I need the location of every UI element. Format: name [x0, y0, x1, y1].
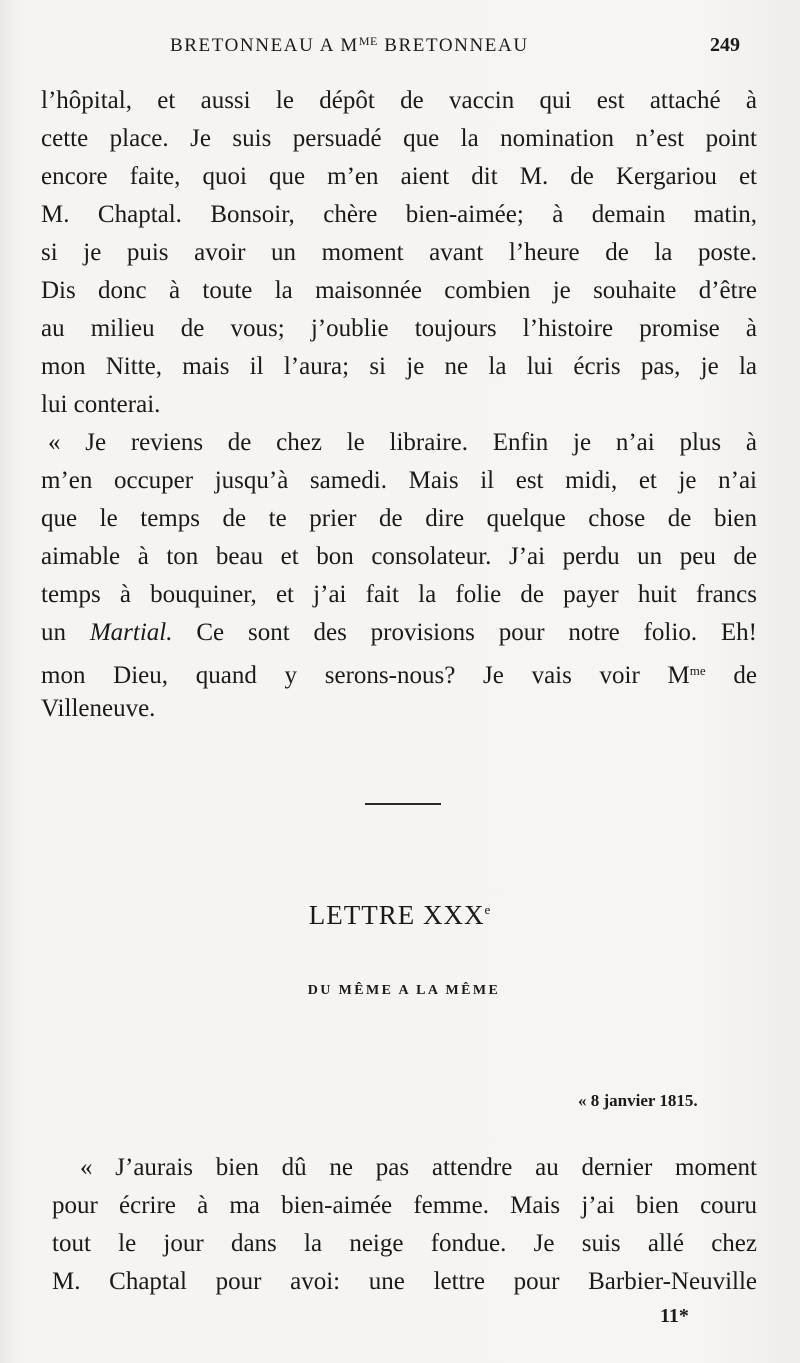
running-head [170, 34, 529, 57]
body-line-14: temps à bouquiner, et j’ai fait la folie de payer huit francs [41, 581, 757, 608]
second-letter-line-2: pour écrire à ma bien-aimée femme. Mais j’ai bien couru [52, 1192, 757, 1219]
signature-mark: 11* [660, 1305, 689, 1327]
body-line-10: « Je reviens de chez le libraire. Enfin je n’ai plus à [48, 429, 757, 456]
body-line-9: lui conterai. [41, 391, 161, 418]
body-line-villeneuve: Villeneuve. [41, 695, 156, 722]
body-line-6: Dis donc à toute la maisonnée combien je souhaite d’être [41, 277, 757, 304]
running-head-superscript: ME [358, 34, 378, 48]
body-line-7: au milieu de vous; j’oublie toujours l’histoire promise à [41, 315, 757, 342]
dieu-line-superscript: me [689, 663, 706, 678]
running-head-part1: BRETONNEAU A M [170, 35, 359, 56]
body-line-4: M. Chaptal. Bonsoir, chère bien-aimée; à demain matin, [41, 201, 757, 228]
body-line-8: mon Nitte, mais il l’aura; si je ne la lui écris pas, je la [41, 353, 757, 380]
letter-subtitle: DU MÊME A LA MÊME [307, 983, 501, 998]
body-line-dieu [41, 656, 757, 691]
second-letter-line-4: M. Chaptal pour avoi: une lettre pour Barbier-Neuville [52, 1268, 757, 1295]
second-letter-line-1: « J’aurais bien dû ne pas attendre au dernier moment [80, 1154, 757, 1181]
running-head-part2: BRETONNEAU [377, 35, 529, 56]
body-line-13: aimable à ton beau et bon consolateur. J’ai perdu un peu de [41, 543, 757, 570]
martial-line-before: un [41, 619, 90, 646]
dieu-line-after: de [705, 662, 757, 689]
martial-title-italic: Martial. [89, 619, 173, 646]
second-letter-line-3: tout le jour dans la neige fondue. Je suis allé chez [52, 1230, 757, 1257]
martial-line-after: Ce sont des provisions pour notre folio. Eh! [172, 619, 758, 646]
body-line-5: si je puis avoir un moment avant l’heure de la poste. [41, 239, 757, 266]
body-line-11: m’en occuper jusqu’à samedi. Mais il est midi, et je n’ai [41, 467, 757, 494]
body-line-3: encore faite, quoi que m’en aient dit M. de Kergariou et [41, 163, 757, 190]
body-line-2: cette place. Je suis persuadé que la nomination n’est point [41, 125, 757, 152]
page-number: 249 [710, 34, 740, 56]
dieu-line-before: mon Dieu, quand y serons-nous? Je vais voir M [41, 662, 690, 689]
body-line-martial [41, 618, 757, 648]
letter-title-text: LETTRE XXX [308, 900, 485, 930]
letter-title-superscript: e [484, 902, 492, 917]
section-rule [365, 803, 441, 805]
body-line-1: l’hôpital, et aussi le dépôt de vaccin qui est attaché à [41, 87, 757, 114]
letter-dateline: « 8 janvier 1815. [578, 1091, 698, 1110]
body-line-12: que le temps de te prier de dire quelque chose de bien [41, 505, 757, 532]
letter-title [0, 900, 800, 931]
